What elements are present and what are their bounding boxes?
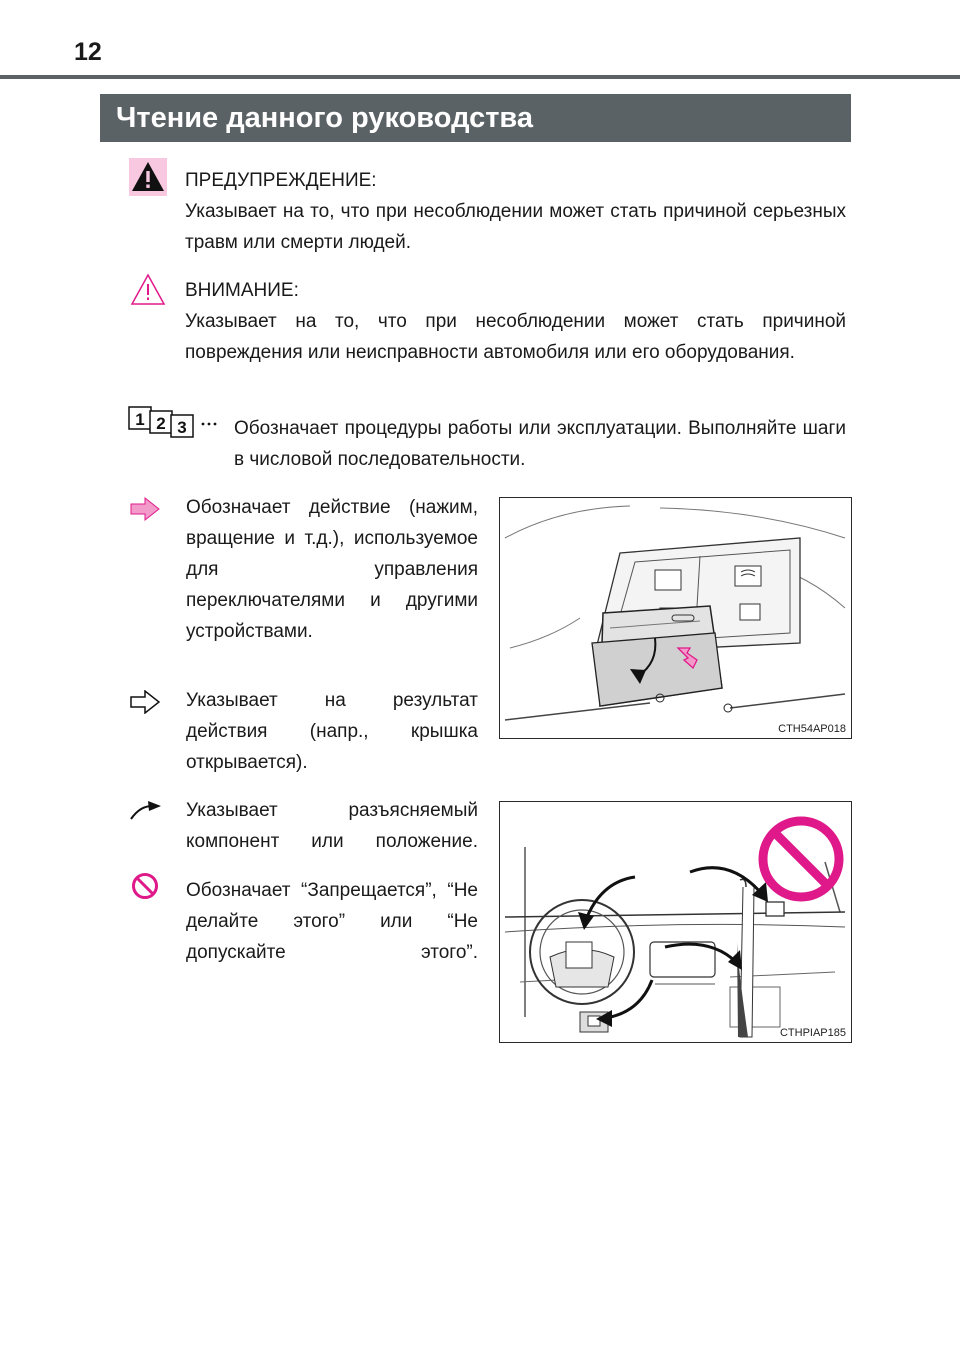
action-arrow-icon	[130, 497, 160, 521]
prohibited-icon	[131, 872, 159, 900]
top-rule	[0, 75, 960, 79]
caution-text: Указывает на то, что при несоблюдении может стать причиной повреждения или неисправности автомобиля или его оборудования.	[185, 311, 846, 363]
section-title: Чтение данного руководства	[100, 94, 851, 142]
caution-title: ВНИМАНИЕ:	[185, 280, 299, 301]
warning-text: Указывает на то, что при несоблюдении может стать причиной серьезных травм или смерти людей.	[185, 201, 846, 253]
result-arrow-entry	[186, 685, 478, 778]
warning-title: ПРЕДУПРЕЖДЕНИЕ:	[185, 170, 377, 191]
action-arrow-text: Обозначает действие (нажим, вращение и т.д.), используемое для управления переключателями и другими устройствами.	[186, 497, 478, 642]
step-numbers-icon	[128, 406, 220, 440]
dashboard-illustration	[500, 802, 851, 1042]
overhead-console-figure	[499, 497, 852, 739]
caution-icon	[129, 272, 167, 308]
figure-1-code: CTH54AP018	[778, 723, 846, 735]
prohibited-entry	[186, 875, 478, 968]
figure-2-code: CTHPIAP185	[779, 1027, 846, 1039]
steps-text: Обозначает процедуры работы или эксплуатации. Выполняйте шаги в числовой последовательности.	[234, 418, 846, 470]
caution-entry	[185, 275, 846, 368]
pointer-arrow-text: Указывает разъясняемый компонент или положение.	[186, 800, 478, 852]
prohibited-text: Обозначает “Запрещается”, “Не делайте этого” или “Не допускайте этого”.	[186, 880, 478, 963]
step-badge-1: 1	[135, 410, 145, 429]
page-number: 12	[74, 38, 102, 66]
warning-entry	[185, 165, 846, 258]
overhead-console-illustration	[500, 498, 851, 738]
result-arrow-text: Указывает на результат действия (напр., крышка открывается).	[186, 690, 478, 773]
dashboard-prohibited-figure	[499, 801, 852, 1043]
pointer-arrow-icon	[128, 798, 162, 822]
action-arrow-entry	[186, 492, 478, 647]
warning-icon	[129, 158, 167, 196]
pointer-arrow-entry	[186, 795, 478, 857]
steps-entry	[234, 413, 846, 475]
step-badge-3: 3	[177, 418, 187, 437]
step-badge-2: 2	[156, 414, 166, 433]
result-arrow-icon	[130, 690, 160, 714]
